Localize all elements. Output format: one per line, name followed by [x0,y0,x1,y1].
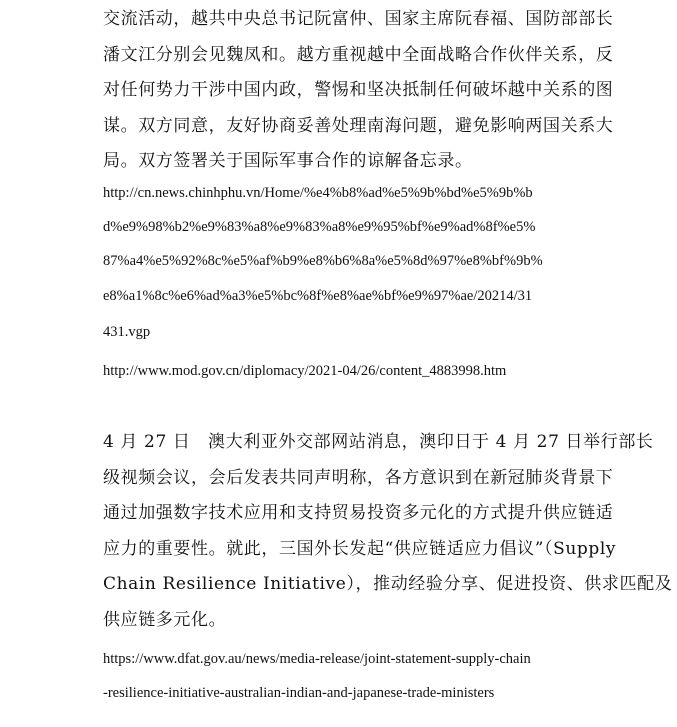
text-line: 通过加强数字技术应用和支持贸易投资多元化的方式提升供应链适 [103,503,614,523]
text-line: 谋。双方同意，友好协商妥善处理南海问题，避免影响两国关系大 [103,115,614,136]
text-line: 局。双方签署关于国际军事合作的谅解备忘录。 [103,151,473,171]
source-url-link-mod[interactable]: http://www.mod.gov.cn/diplomacy/2021-04/26/content_4883998.htm [103,363,507,379]
paragraph-vietnam-visit [103,2,614,180]
paragraph-supply-chain [103,425,673,638]
source-url-link-dfat[interactable]: -resilience-initiative-australian-indian-and-japanese-trade-ministers [103,685,495,701]
text-line: 4 月 27 日 澳大利亚外交部网站消息，澳印日于 4 月 27 日举行部长 [103,432,654,452]
text-line: 级视频会议，会后发表共同声明称，各方意识到在新冠肺炎背景下 [103,467,614,488]
text-line: 潘文江分别会见魏凤和。越方重视越中全面战略合作伙伴关系，反 [103,44,614,65]
text-line: 应力的重要性。就此，三国外长发起“供应链适应力倡议”（Supply [103,538,617,559]
source-url-link[interactable]: 431.vgp [103,324,151,340]
source-url-link[interactable]: 87%a4%e5%92%8c%e5%af%b9%e8%b6%8a%e5%8d%97%e8%bf%9b% [103,253,543,269]
text-line: Chain Resilience Initiative），推动经验分享、促进投资、供求匹配及 [103,574,673,594]
text-line: 供应链多元化。 [103,609,227,630]
source-url-link[interactable]: http://cn.news.chinhphu.vn/Home/%e4%b8%ad%e5%9b%bd%e5%9b%b [103,185,533,201]
source-url-link[interactable]: d%e9%98%b2%e9%83%a8%e9%83%a8%e9%95%bf%e9%ad%8f%e5% [103,219,536,235]
text-line: 对任何势力干涉中国内政，警惕和坚决抵制任何破坏越中关系的图 [103,80,614,100]
source-url-link[interactable]: e8%a1%8c%e6%ad%a3%e5%bc%8f%e8%ae%bf%e9%97%ae/20214/31 [103,288,533,304]
text-line: 交流活动，越共中央总书记阮富仲、国家主席阮春福、国防部部长 [103,9,614,29]
source-url-link-dfat[interactable]: https://www.dfat.gov.au/news/media-release/joint-statement-supply-chain [103,651,531,667]
